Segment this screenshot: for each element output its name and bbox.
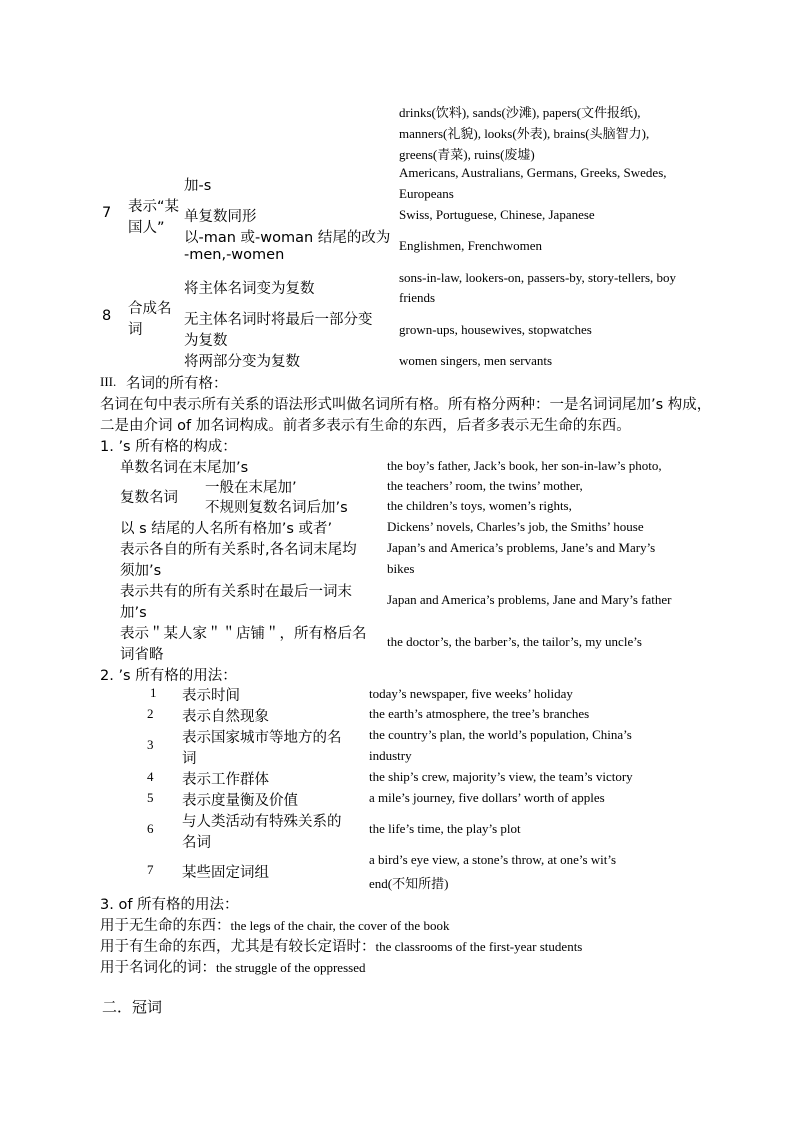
of-usage-line2-label: 用于有生命的东西，尤其是有较长定语时： xyxy=(100,939,376,955)
usage-label: 表示度量衡及价值 xyxy=(182,793,298,809)
intro-line1: 名词在句中表示所有关系的语法形式叫做名词所有格。所有格分两种：一是名词词尾加’s 构成， xyxy=(100,397,712,413)
formation-omission-rule-line1: 表示＂某人家＂＂店铺＂，所有格后名 xyxy=(120,626,367,642)
usage-example: the life’s time, the play’s plot xyxy=(369,821,521,836)
formation-separate-examples-line1: Japan’s and America’s problems, Jane’s and Mary’s xyxy=(387,540,656,555)
usage-example: a mile’s journey, five dollars’ worth of apples xyxy=(369,790,605,805)
usage-example: the ship’s crew, majority’s view, the team’s victory xyxy=(369,769,633,784)
subsection1-title: 1. ’s 所有格的构成： xyxy=(100,439,237,455)
row7-1-examples-line4: Americans, Australians, Germans, Greeks, Swedes, xyxy=(399,165,667,180)
usage-label-line2: 名词 xyxy=(182,835,211,851)
usage-example-line2: industry xyxy=(369,748,412,763)
row7-3-rule-line1: 以-man 或-woman 结尾的改为 xyxy=(184,230,391,246)
section-number: III. xyxy=(100,374,117,389)
row8-1-examples-line1: sons-in-law, lookers-on, passers-by, story-tellers, boy xyxy=(399,270,677,285)
formation-separate-examples-line2: bikes xyxy=(387,561,415,576)
row8-1-rule: 将主体名词变为复数 xyxy=(184,281,315,297)
usage-label: 表示国家城市等地方的名 xyxy=(182,730,342,746)
formation-plural-regular-rule: 一般在末尾加’ xyxy=(205,480,297,496)
formation-separate-rule-line1: 表示各自的所有关系时,各名词末尾均 xyxy=(120,542,357,558)
subsection3-title: 3. of 所有格的用法： xyxy=(100,897,239,913)
of-usage-line1-label: 用于无生命的东西： xyxy=(100,918,231,934)
formation-plural-label: 复数名词 xyxy=(120,490,178,506)
row8-1-examples-line2: friends xyxy=(399,290,436,305)
row7-category-line2: 国人” xyxy=(128,220,165,236)
usage-number: 1 xyxy=(150,685,157,700)
formation-singular-examples: the boy’s father, Jack’s book, her son-in-law’s photo, xyxy=(387,458,662,473)
articles-section-heading: 二．冠词 xyxy=(102,998,163,1016)
row7-2-rule: 单复数同形 xyxy=(184,209,257,225)
usage-label: 表示时间 xyxy=(182,688,240,704)
formation-names-s-rule: 以 s 结尾的人名所有格加’s 或者’ xyxy=(120,521,333,537)
formation-omission-examples: the doctor’s, the barber’s, the tailor’s, my uncle’s xyxy=(387,634,642,649)
formation-names-s-examples: Dickens’ novels, Charles’s job, the Smiths’ house xyxy=(387,519,644,534)
usage-number: 6 xyxy=(147,821,154,836)
usage-example: a bird’s eye view, a stone’s throw, at one’s wit’s xyxy=(369,852,617,867)
row7-2-examples: Swiss, Portuguese, Chinese, Japanese xyxy=(399,207,595,222)
row7-3-examples: Englishmen, Frenchwomen xyxy=(399,238,542,253)
of-usage-line2-example: the classrooms of the first-year students xyxy=(375,939,583,954)
formation-joint-rule-line2: 加’s xyxy=(120,605,147,621)
formation-plural-irregular-rule: 不规则复数名词后加’s xyxy=(205,500,348,516)
usage-number: 5 xyxy=(147,790,154,805)
of-usage-line1 xyxy=(100,914,449,935)
of-usage-line3 xyxy=(100,956,365,977)
row7-number: 7 xyxy=(102,205,112,221)
usage-label: 表示工作群体 xyxy=(182,772,269,788)
usage-number: 7 xyxy=(147,862,154,877)
of-usage-line1-example: the legs of the chair, the cover of the book xyxy=(230,918,450,933)
formation-singular-rule: 单数名词在末尾加’s xyxy=(120,460,249,476)
formation-separate-rule-line2: 须加’s xyxy=(120,563,162,579)
row8-2-rule-line2: 为复数 xyxy=(184,333,228,349)
row7-1-examples-line3: greens(青菜), ruins(废墟) xyxy=(399,147,535,162)
usage-example: the country’s plan, the world’s population, China’s xyxy=(369,727,632,742)
row7-1-examples-line1: drinks(饮料), sands(沙滩), papers(文件报纸), xyxy=(399,105,641,120)
usage-example: today’s newspaper, five weeks’ holiday xyxy=(369,686,573,701)
intro-line2: 二是由介词 of 加名词构成。前者多表示有生命的东西，后者多表示无生命的东西。 xyxy=(100,418,631,434)
row8-number: 8 xyxy=(102,308,112,324)
usage-number: 2 xyxy=(147,706,154,721)
row7-3-rule-line2: -men,-women xyxy=(184,247,285,263)
section-heading: 名词的所有格： xyxy=(126,376,228,392)
row7-1-examples-line2: manners(礼貌), looks(外表), brains(头脑智力), xyxy=(399,126,650,141)
usage-label: 某些固定词组 xyxy=(182,865,269,881)
row8-2-examples: grown-ups, housewives, stopwatches xyxy=(399,322,592,337)
row7-1-examples-line5: Europeans xyxy=(399,186,454,201)
usage-label-line2: 词 xyxy=(182,751,197,767)
row8-3-rule: 将两部分变为复数 xyxy=(184,354,300,370)
subsection2-title: 2. ’s 所有格的用法： xyxy=(100,668,237,684)
usage-label: 表示自然现象 xyxy=(182,709,269,725)
formation-plural-irregular-examples: the children’s toys, women’s rights, xyxy=(387,498,572,513)
of-usage-line3-example: the struggle of the oppressed xyxy=(216,960,366,975)
usage-label: 与人类活动有特殊关系的 xyxy=(182,814,342,830)
usage-example: the earth’s atmosphere, the tree’s branches xyxy=(369,706,590,721)
formation-omission-rule-line2: 词省略 xyxy=(120,647,164,663)
row7-1-rule: 加-s xyxy=(184,178,212,194)
formation-joint-examples: Japan and America’s problems, Jane and Mary’s father xyxy=(387,592,672,607)
usage-number: 3 xyxy=(147,737,154,752)
row8-category-line2: 词 xyxy=(128,322,143,338)
row8-category-line1: 合成名 xyxy=(128,301,172,317)
usage-number: 4 xyxy=(147,769,154,784)
formation-joint-rule-line1: 表示共有的所有关系时在最后一词末 xyxy=(120,584,352,600)
row7-category-line1: 表示“某 xyxy=(128,199,180,215)
row8-2-rule-line1: 无主体名词时将最后一部分变 xyxy=(184,312,373,328)
of-usage-line2 xyxy=(100,935,582,956)
usage-example-line2: end(不知所措) xyxy=(369,876,449,891)
of-usage-line3-label: 用于名词化的词： xyxy=(100,960,216,976)
row8-3-examples: women singers, men servants xyxy=(399,353,553,368)
formation-plural-regular-examples: the teachers’ room, the twins’ mother, xyxy=(387,478,583,493)
